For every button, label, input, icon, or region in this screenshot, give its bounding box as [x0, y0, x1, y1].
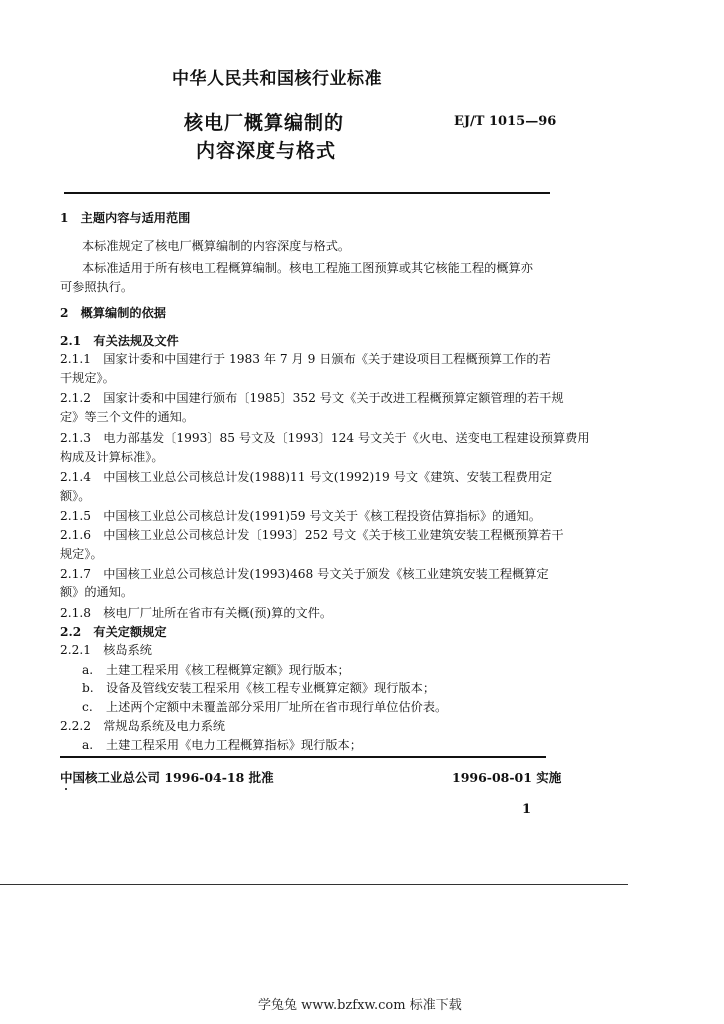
clause-2-1-3-line2: 构成及计算标准》。	[60, 450, 164, 464]
clause-2-1-6-line1: 2.1.6 中国核工业总公司核总计发〔1993〕252 号文《关于核工业建筑安装工程概预算若干	[60, 528, 564, 542]
clause-2-1-3-line1: 2.1.3 电力部基发〔1993〕85 号文及〔1993〕124 号文关于《火电、送变电工程建设预算费用	[60, 431, 590, 445]
clause-2-2-2: 2.2.2 常规岛系统及电力系统	[60, 719, 226, 733]
section1-para1: 本标准规定了核电厂概算编制的内容深度与格式。	[82, 239, 351, 253]
section2-1-heading: 2.1 有关法规及文件	[60, 334, 179, 348]
approval-info: 中国核工业总公司 1996-04-18 批准	[60, 770, 274, 785]
clause-2-1-7-line2: 额》的通知。	[60, 585, 134, 599]
clause-2-1-7-line1: 2.1.7 中国核工业总公司核总计发(1993)468 号文关于颁发《核工业建筑安装工程概算定	[60, 567, 549, 581]
clause-2-1-4-line2: 额》。	[60, 489, 91, 503]
list-item-text: 上述两个定额中未覆盖部分采用厂址所在省市现行单位估价表。	[106, 700, 448, 714]
document-title-line2: 内容深度与格式	[196, 140, 337, 162]
clause-2-1-8-line1: 2.1.8 核电厂厂址所在省市有关概(预)算的文件。	[60, 606, 333, 620]
list-item-marker: a.	[82, 663, 94, 677]
section1-para2-line2: 可参照执行。	[60, 280, 134, 294]
list-item-text: 土建工程采用《电力工程概算指标》现行版本；	[106, 738, 362, 752]
clause-2-1-2-line1: 2.1.2 国家计委和中国建行颁布〔1985〕352 号文《关于改进工程概预算定额管理的若干规	[60, 391, 564, 405]
document-title-line1: 核电厂概算编制的	[184, 112, 345, 134]
implementation-date: 1996-08-01 实施	[452, 770, 562, 785]
clause-2-1-1-line1: 2.1.1 国家计委和中国建行于 1983 年 7 月 9 日颁布《关于建设项目工程概预算工作的若	[60, 352, 551, 366]
clause-2-1-5-line1: 2.1.5 中国核工业总公司核总计发(1991)59 号文关于《核工程投资估算指标》的通知。	[60, 509, 541, 523]
clause-2-1-2-line2: 定》等三个文件的通知。	[60, 410, 195, 424]
watermark-text: 学兔兔 www.bzfxw.com 标准下载	[258, 998, 462, 1013]
section1-para2-line1: 本标准适用于所有核电工程概算编制。核电工程施工图预算或其它核能工程的概算亦	[82, 261, 533, 275]
page-number: 1	[522, 802, 532, 817]
section2-heading: 2 概算编制的依据	[60, 306, 166, 320]
header-divider	[64, 192, 550, 194]
standard-name: 中华人民共和国核行业标准	[172, 69, 382, 89]
list-item-marker: b.	[82, 681, 94, 695]
section2-2-heading: 2.2 有关定额规定	[60, 625, 167, 639]
list-item-marker: c.	[82, 700, 93, 714]
clause-2-2-1: 2.2.1 核岛系统	[60, 643, 152, 657]
page-edge-line	[0, 884, 628, 885]
standard-code: EJ/T 1015—96	[454, 114, 557, 129]
section1-heading: 1 主题内容与适用范围	[60, 211, 191, 225]
clause-2-1-1-line2: 干规定》。	[60, 371, 115, 385]
list-item-marker: a.	[82, 738, 94, 752]
list-item-text: 设备及管线安装工程采用《核工程专业概算定额》现行版本；	[106, 681, 436, 695]
list-item-text: 土建工程采用《核工程概算定额》现行版本；	[106, 663, 350, 677]
clause-2-1-4-line1: 2.1.4 中国核工业总公司核总计发(1988)11 号文(1992)19 号文《建筑、安装工程费用定	[60, 470, 553, 484]
clause-2-1-6-line2: 规定》。	[60, 547, 103, 561]
footer-divider	[60, 756, 546, 758]
scan-speck	[65, 788, 67, 790]
